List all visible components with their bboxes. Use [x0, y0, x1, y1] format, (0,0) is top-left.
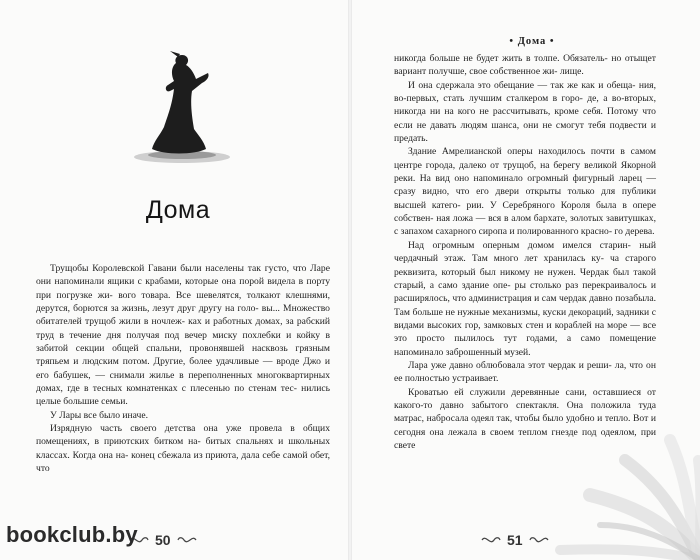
flourish-icon: [176, 534, 198, 546]
chapter-title: Дома: [145, 196, 211, 224]
right-page: [352, 0, 700, 560]
flourish-icon: [528, 534, 550, 546]
text-line: Трущобы Королевской Гавани были населены так: [50, 263, 261, 274]
page-number: 50: [155, 532, 171, 548]
page-number: 51: [507, 532, 523, 548]
flourish-icon: [480, 534, 502, 546]
chapter-illustration: [124, 45, 244, 175]
page-number-right: [480, 530, 550, 550]
page-number-left: [128, 530, 198, 550]
right-page-text: никогда больше не будет жить в толпе. Обязатель- но отыщет вариант получше, свое собственное жи- лище. И она сдержала это обещание — так же как и обеща- ния, во-первых, стать лучшим сталкером в горо- де, а во-вторых, никогда ни на кого не рассчитывать, кроме себя. Потому что если не давать людям шанса, они не смогут тебя подвести и предать. Здание Амрелианской оперы находилось почти в самом центре города, далеко от трущоб, на берегу великой Якорной реки. На вид оно напоминало огромный фигурный ларец — сразу видно, что его двери открыты только для публики высшей катего- рии. У Серебряного Короля была в опере собствен- ная ложа — вся в алом бархате, золотых завитушках, с запахом сахарного сиропа и полированного красно- го дерева. Над огромным оперным домом имелся старин- ный чердачный этаж. Там много лет хранилась ку- ча старого реквизита, который был никому не нужен. Чердак был такой старый, а само здание опе- ры столько раз перекраивалось и расширялось, что администрация и сам чердак давно позабыла. Там больше не нужные механизмы, куски декораций, задники с видами высоких гор, замковых стен и кораблей на море — все это просто пылилось тут годами, а само помещение напоминало заброшенный музей. Лара уже давно облюбовала этот чердак и реши- ла, что он ее полностью устраивает. Кроватью ей служили деревянные сани, оставшиеся от какого-то давно забытого спектакля. Она положила туда матрас, набросала одеял так, чтобы было удобно и тепло. Вот и сегодня она лежала в своем теплом гнезде под одеялом, при свете: [394, 53, 657, 451]
site-watermark: bookclub.by: [6, 522, 138, 547]
left-page-text: Трущобы Королевской Гавани были населены так густо, что Ларе они напоминали ящики с крабами, которые она порой видела в порту при погрузке жи- вого товара. Все шевелятся, толкают клешнями, дерутся, борются за жизнь, лезут друг другу на голо- вы... Множество обитателей трущоб жили в ночлеж- ках и работных домах, за рабский труд в течение дня получая под вечер миску похлебки и койку в забитой секции общей спальни, провонявшей насквозь грязным тряпьем и людским потом. Другие, более удачливые — вроде Джо и его бабушек, — снимали жилье в переполненных многоквартирных домах, где в тесных комнатенках с плесенью по стенам тес- нились целые большие семьи. У Лары все было иначе. Изрядную часть своего детства она уже провела в общих помещениях, в приютских битком на- битых спальнях и школьных классах. Когда она на- конец сбежала из приюта, дала себе самой обет, что: [36, 263, 331, 475]
feather-decoration: [530, 400, 700, 560]
running-head: • Дома •: [509, 36, 555, 47]
